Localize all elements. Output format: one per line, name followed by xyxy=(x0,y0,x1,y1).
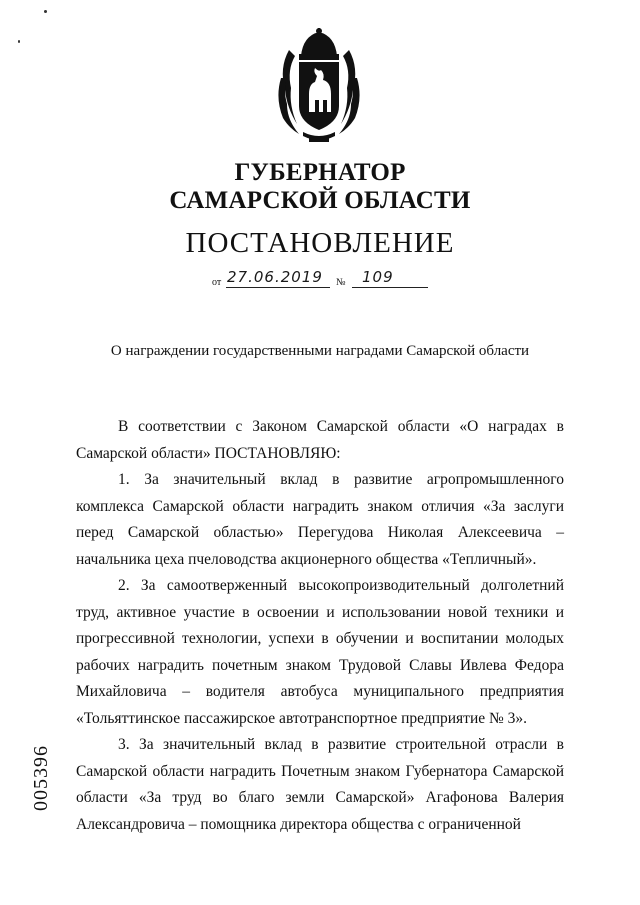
document-body xyxy=(76,414,564,838)
number-label: № xyxy=(336,277,346,288)
date-label: от xyxy=(212,277,222,288)
scan-speck xyxy=(18,40,20,43)
scan-speck xyxy=(44,10,47,13)
number-value: 109 xyxy=(362,268,394,286)
margin-registration-number: 005396 xyxy=(30,745,52,811)
body-paragraph-1: 1. За значительный вклад в развитие агропромышленного комплекса Самарской области наградить знаком отличия «За заслуги перед Самарской областью» Перегудова Николая Алексеевича – начальника цеха пчеловодства акционерного общества «Тепличный». xyxy=(76,471,564,568)
date-underline xyxy=(226,287,330,288)
document-subject: О награждении государственными наградами Самарской области xyxy=(110,343,530,359)
authority-title-line-1: ГУБЕРНАТОР xyxy=(234,159,406,186)
body-paragraph-3: 3. За значительный вклад в развитие строительной отрасли в Самарской области наградить Почетным знаком Губернатора Самарской области «За труд во благо земли Самарской» Агафонова Валерия Александровича – помощника директора общества с ограниченной xyxy=(76,736,564,833)
coat-of-arms-icon xyxy=(275,28,363,146)
date-number-line xyxy=(212,268,442,290)
document-type-title: ПОСТАНОВЛЕНИЕ xyxy=(185,227,455,259)
authority-title-line-2: САМАРСКОЙ ОБЛАСТИ xyxy=(169,187,471,214)
body-paragraph-preamble: В соответствии с Законом Самарской области «О наградах в Самарской области» ПОСТАНОВЛЯЮ: xyxy=(76,418,564,462)
body-paragraph-2: 2. За самоотверженный высокопроизводительный долголетний труд, активное участие в освоении и использовании новой техники и прогрессивной технологии, успехи в обучении и воспитании молодых рабочих наградить почетным знаком Трудовой Славы Ивлева Федора Михайловича – водителя автобуса муниципального предприятия «Тольяттинское пассажирское автотранспортное предприятие № 3». xyxy=(76,577,564,727)
date-value: 27.06.2019 xyxy=(227,268,323,286)
number-underline xyxy=(352,287,428,288)
